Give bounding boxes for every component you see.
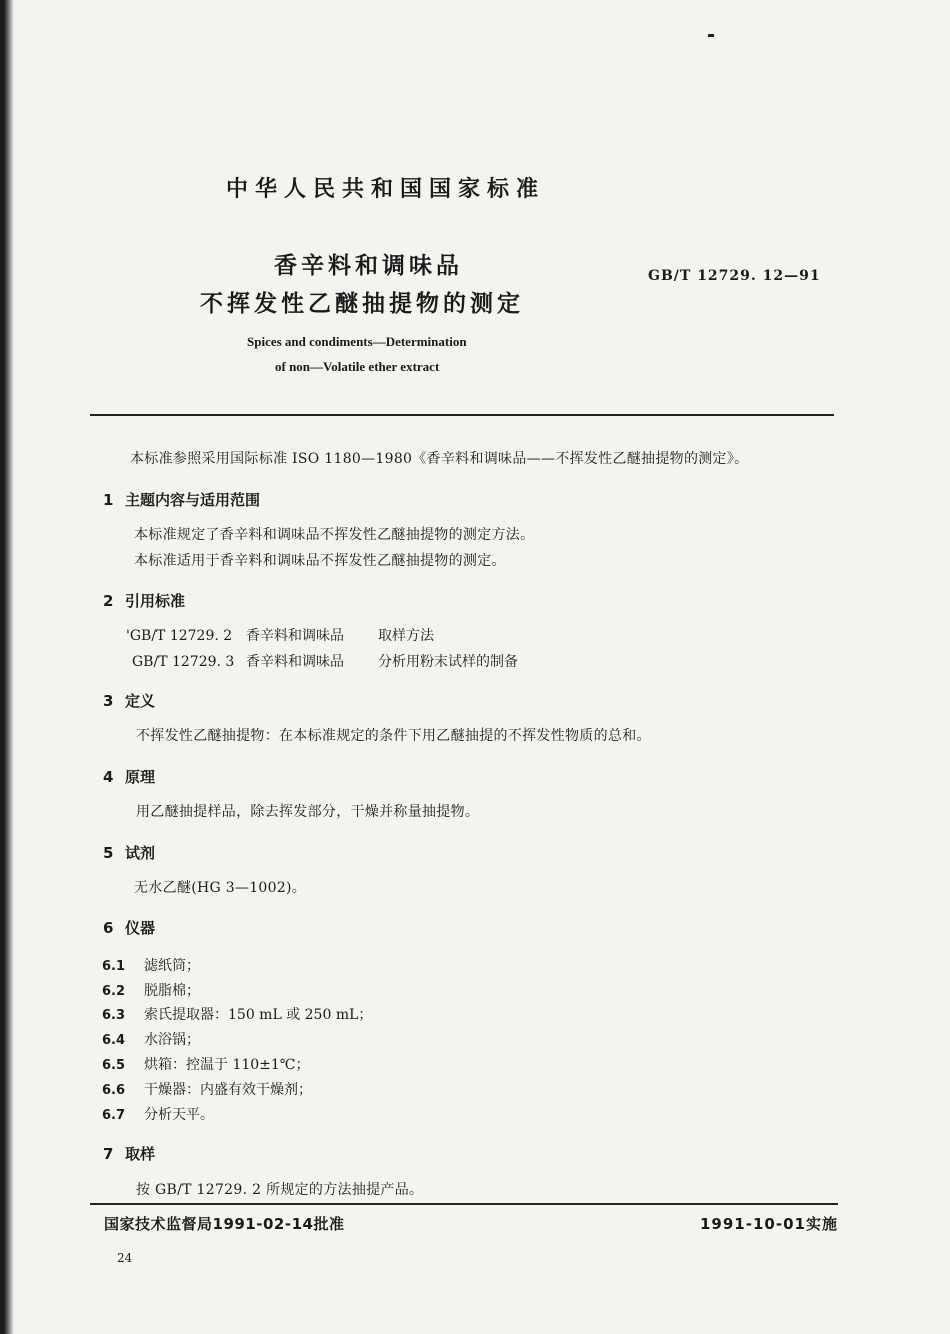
section-title: 引用标准 — [125, 592, 186, 610]
item-text: 烘箱：控温于 110±1℃； — [144, 1057, 310, 1073]
paragraph: 本标准适用于香辛料和调味品不挥发性乙醚抽提物的测定。 — [134, 553, 506, 569]
section-number: 6 — [103, 919, 114, 937]
item-text: 干燥器：内盛有效干燥剂； — [144, 1082, 312, 1098]
item-text: 水浴锅； — [144, 1032, 200, 1048]
ref-code: GB/T 12729. 3 — [132, 654, 235, 670]
paragraph: 按 GB/T 12729. 2 所规定的方法抽提产品。 — [136, 1182, 424, 1198]
item-number: 6.6 — [102, 1083, 126, 1098]
item-number: 6.7 — [102, 1108, 126, 1123]
paragraph: 本标准规定了香辛料和调味品不挥发性乙醚抽提物的测定方法。 — [134, 527, 535, 543]
section-title: 原理 — [125, 768, 156, 786]
instrument-item — [102, 980, 200, 1000]
header-divider — [90, 414, 834, 416]
ref-desc: 分析用粉末试样的制备 — [378, 654, 518, 670]
section-number: 3 — [103, 692, 114, 710]
ref-name: 香辛料和调味品 — [246, 628, 344, 644]
paragraph: 不挥发性乙醚抽提物：在本标准规定的条件下用乙醚抽提的不挥发性物质的总和。 — [136, 728, 651, 744]
item-text: 索氏提取器：150 mL 或 250 mL； — [144, 1007, 373, 1023]
implementation-line: 1991-10-01实施 — [700, 1215, 838, 1233]
section-number: 4 — [103, 768, 114, 786]
instrument-item — [102, 955, 200, 975]
instrument-item — [102, 1054, 309, 1074]
paragraph: 用乙醚抽提样品，除去挥发部分，干燥并称量抽提物。 — [136, 804, 480, 820]
english-title-line-2: of non—Volatile ether extract — [275, 359, 440, 374]
instrument-item — [102, 1029, 200, 1049]
section-2-heading — [103, 590, 185, 611]
section-5-heading — [103, 842, 155, 863]
title-line-1: 香辛料和调味品 — [274, 253, 463, 279]
ref-desc: 取样方法 — [378, 628, 434, 644]
english-title-line-1: Spices and condiments—Determination — [247, 334, 467, 349]
item-text: 滤纸筒； — [144, 958, 200, 974]
scan-edge — [0, 0, 14, 1334]
title-line-2: 不挥发性乙醚抽提物的测定 — [200, 291, 524, 317]
instrument-item — [102, 1104, 214, 1124]
ref-code: 'GB/T 12729. 2 — [126, 628, 233, 644]
section-number: 2 — [103, 592, 114, 610]
item-text: 脱脂棉； — [144, 983, 200, 999]
item-number: 6.1 — [102, 959, 126, 974]
section-number: 7 — [103, 1145, 114, 1163]
instrument-item — [102, 1004, 372, 1024]
national-standard-heading: 中华人民共和国国家标准 — [226, 177, 546, 202]
item-number: 6.2 — [102, 984, 126, 999]
page-number: 24 — [117, 1251, 133, 1265]
section-number: 5 — [103, 844, 114, 862]
ref-name: 香辛料和调味品 — [246, 654, 344, 670]
reference-row — [126, 625, 434, 645]
standard-number: GB/T 12729. 12—91 — [648, 268, 821, 284]
section-3-heading — [103, 690, 155, 711]
section-6-heading — [103, 917, 155, 938]
item-number: 6.4 — [102, 1033, 126, 1048]
approval-line: 国家技术监督局1991-02-14批准 — [104, 1215, 345, 1233]
section-7-heading — [103, 1143, 155, 1164]
instrument-item — [102, 1079, 312, 1099]
item-text: 分析天平。 — [144, 1107, 214, 1123]
section-4-heading — [103, 766, 155, 787]
item-number: 6.3 — [102, 1008, 126, 1023]
item-number: 6.5 — [102, 1058, 126, 1073]
section-title: 定义 — [125, 692, 156, 710]
footer-divider — [90, 1203, 838, 1205]
intro-paragraph: 本标准参照采用国际标准 ISO 1180—1980《香辛料和调味品——不挥发性乙醚抽提物的测定》。 — [130, 451, 749, 467]
reference-row — [132, 651, 518, 671]
section-title: 取样 — [125, 1145, 156, 1163]
section-1-heading — [103, 489, 260, 510]
section-title: 试剂 — [125, 844, 156, 862]
paragraph: 无水乙醚(HG 3—1002)。 — [134, 880, 307, 896]
section-title: 仪器 — [125, 919, 156, 937]
section-number: 1 — [103, 491, 114, 509]
section-title: 主题内容与适用范围 — [125, 491, 261, 509]
scan-speck — [708, 34, 714, 37]
